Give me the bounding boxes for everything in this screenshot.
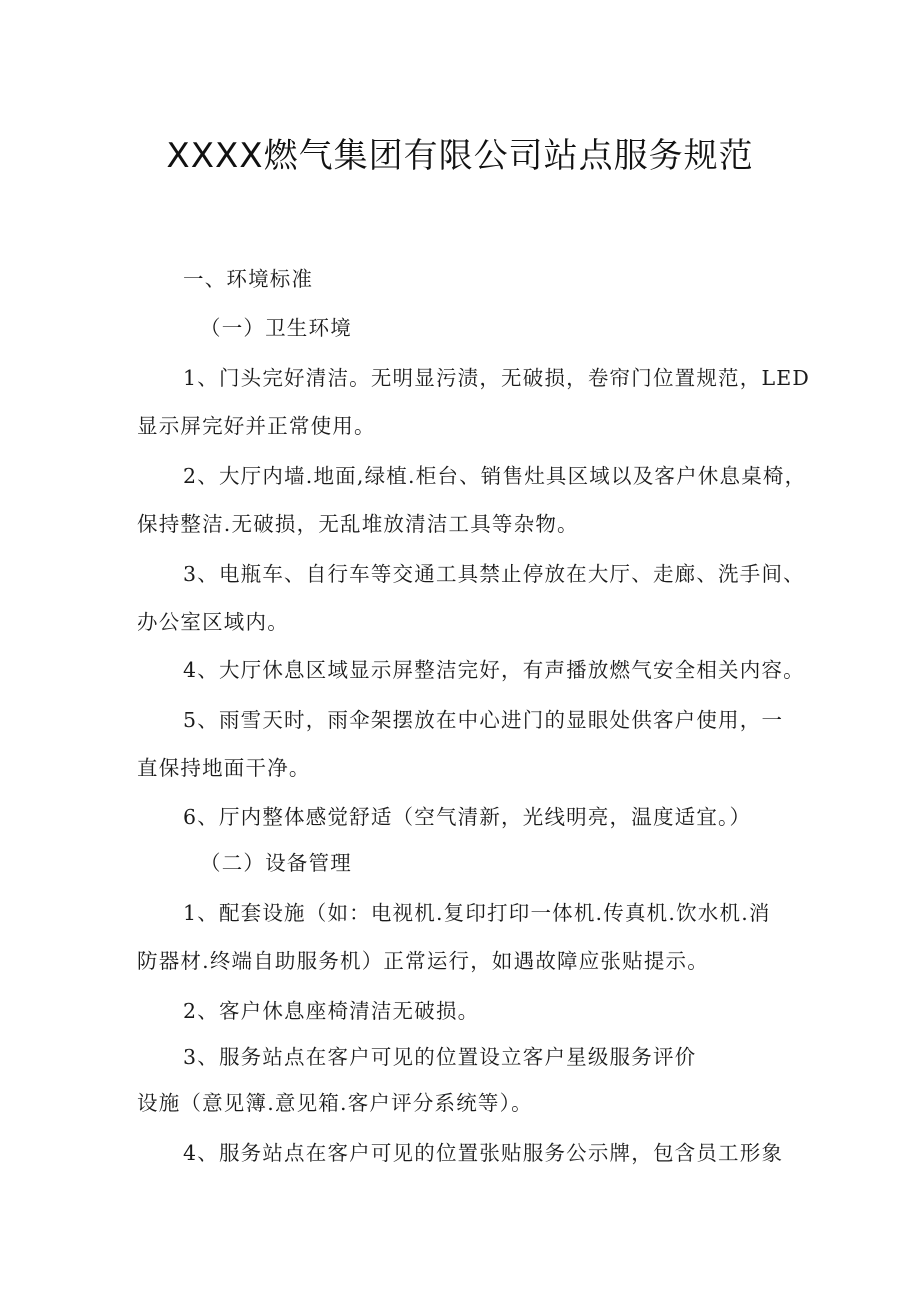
paragraph-line: 办公室区域内。: [137, 610, 289, 634]
paragraph-line: 2、客户休息座椅清洁无破损。: [183, 999, 480, 1023]
section-heading-environment: 一、环境标准: [183, 267, 314, 291]
paragraph-line: 5、雨雪天时，雨伞架摆放在中心进门的显眼处供客户使用，一: [183, 708, 784, 732]
paragraph-line: 1、配套设施（如：电视机.复印打印一体机.传真机.饮水机.消: [183, 901, 771, 925]
subsection-heading-equipment: （二）设备管理: [200, 851, 352, 875]
document-title: XXXX燃气集团有限公司站点服务规范: [166, 136, 754, 176]
paragraph-line: 保持整洁.无破损，无乱堆放清洁工具等杂物。: [137, 512, 579, 536]
paragraph-line: 防器材.终端自助服务机）正常运行，如遇故障应张贴提示。: [137, 949, 709, 973]
paragraph-line: 6、厅内整体感觉舒适（空气清新，光线明亮，温度适宜。）: [183, 805, 752, 829]
paragraph-line: 直保持地面干净。: [137, 756, 311, 780]
paragraph-line: 显示屏完好并正常使用。: [137, 414, 376, 438]
paragraph-line: 4、服务站点在客户可见的位置张贴服务公示牌，包含员工形象: [183, 1141, 784, 1165]
paragraph-line: 1、门头完好清洁。无明显污渍，无破损，卷帘门位置规范，LED: [183, 366, 811, 390]
paragraph-line: 设施（意见簿.意见箱.客户评分系统等）。: [137, 1091, 533, 1115]
paragraph-line: 3、服务站点在客户可见的位置设立客户星级服务评价: [183, 1045, 697, 1069]
subsection-heading-hygiene: （一）卫生环境: [200, 316, 352, 340]
paragraph-line: 2、大厅内墙.地面,绿植.柜台、销售灶具区域以及客户休息桌椅，: [183, 464, 807, 488]
paragraph-line: 4、大厅休息区域显示屏整洁完好，有声播放燃气安全相关内容。: [183, 658, 805, 682]
paragraph-line: 3、电瓶车、自行车等交通工具禁止停放在大厅、走廊、洗手间、: [183, 562, 805, 586]
